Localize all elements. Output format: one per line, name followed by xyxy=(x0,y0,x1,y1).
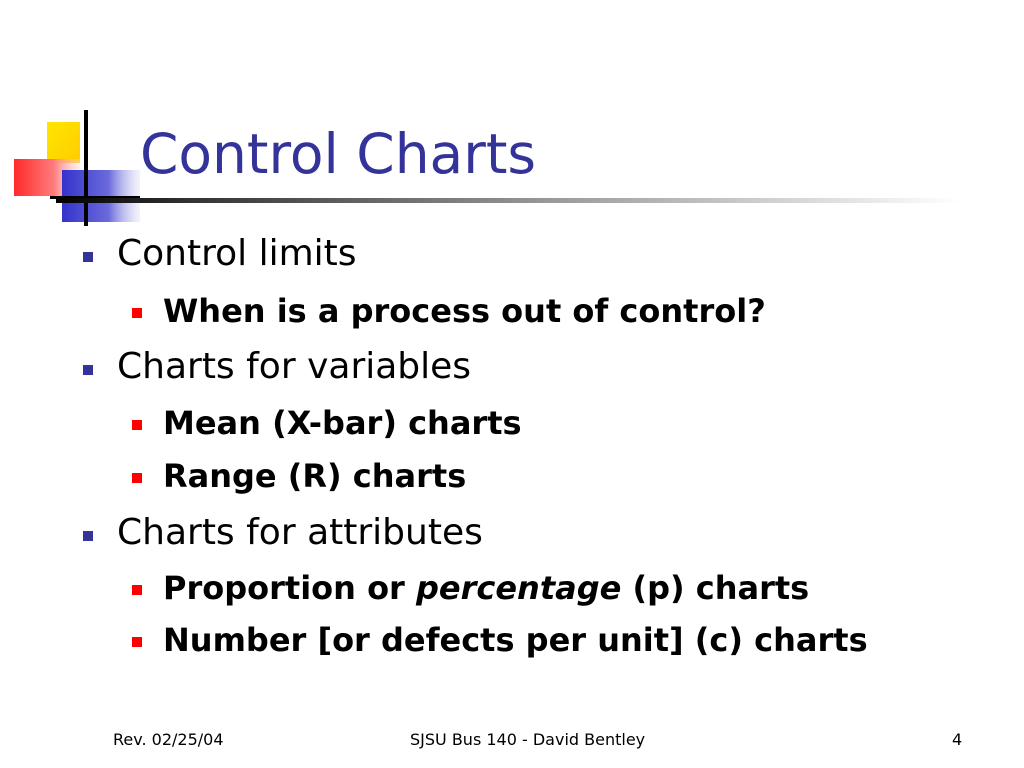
bullet-control-limits xyxy=(117,233,357,274)
bullet-text: Control limits xyxy=(117,233,357,274)
square-bullet-icon xyxy=(132,420,142,430)
bullet-text-italic: percentage xyxy=(415,569,622,607)
square-bullet-icon xyxy=(83,252,93,262)
square-bullet-icon xyxy=(132,637,142,647)
bullet-text: Mean (X-bar) charts xyxy=(163,404,522,442)
sub-bullet-number-charts xyxy=(163,622,868,659)
footer-course: SJSU Bus 140 - David Bentley xyxy=(410,730,646,749)
footer-revision: Rev. 02/25/04 xyxy=(113,730,224,749)
bullet-text: Charts for variables xyxy=(117,346,472,387)
footer-page-number: 4 xyxy=(952,730,963,749)
bullet-text-before: Proportion or xyxy=(163,569,416,607)
bullet-charts-for-attributes xyxy=(117,512,483,553)
bullet-text: Range (R) charts xyxy=(163,457,467,495)
slide-title: Control Charts xyxy=(140,122,537,186)
sub-bullet-out-of-control xyxy=(163,293,766,330)
sub-bullet-mean-charts xyxy=(163,405,522,442)
bullet-text: Charts for attributes xyxy=(117,512,483,553)
square-bullet-icon xyxy=(132,473,142,483)
bullet-text: When is a process out of control? xyxy=(163,292,766,330)
bullet-charts-for-variables xyxy=(117,346,471,387)
square-bullet-icon xyxy=(83,365,93,375)
square-bullet-icon xyxy=(132,585,142,595)
bullet-text-after: (p) charts xyxy=(621,569,810,607)
sub-bullet-range-charts xyxy=(163,458,466,495)
bullet-text: Number [or defects per unit] (c) charts xyxy=(163,621,868,659)
sub-bullet-proportion-charts xyxy=(163,570,809,607)
square-bullet-icon xyxy=(83,531,93,541)
square-bullet-icon xyxy=(132,308,142,318)
